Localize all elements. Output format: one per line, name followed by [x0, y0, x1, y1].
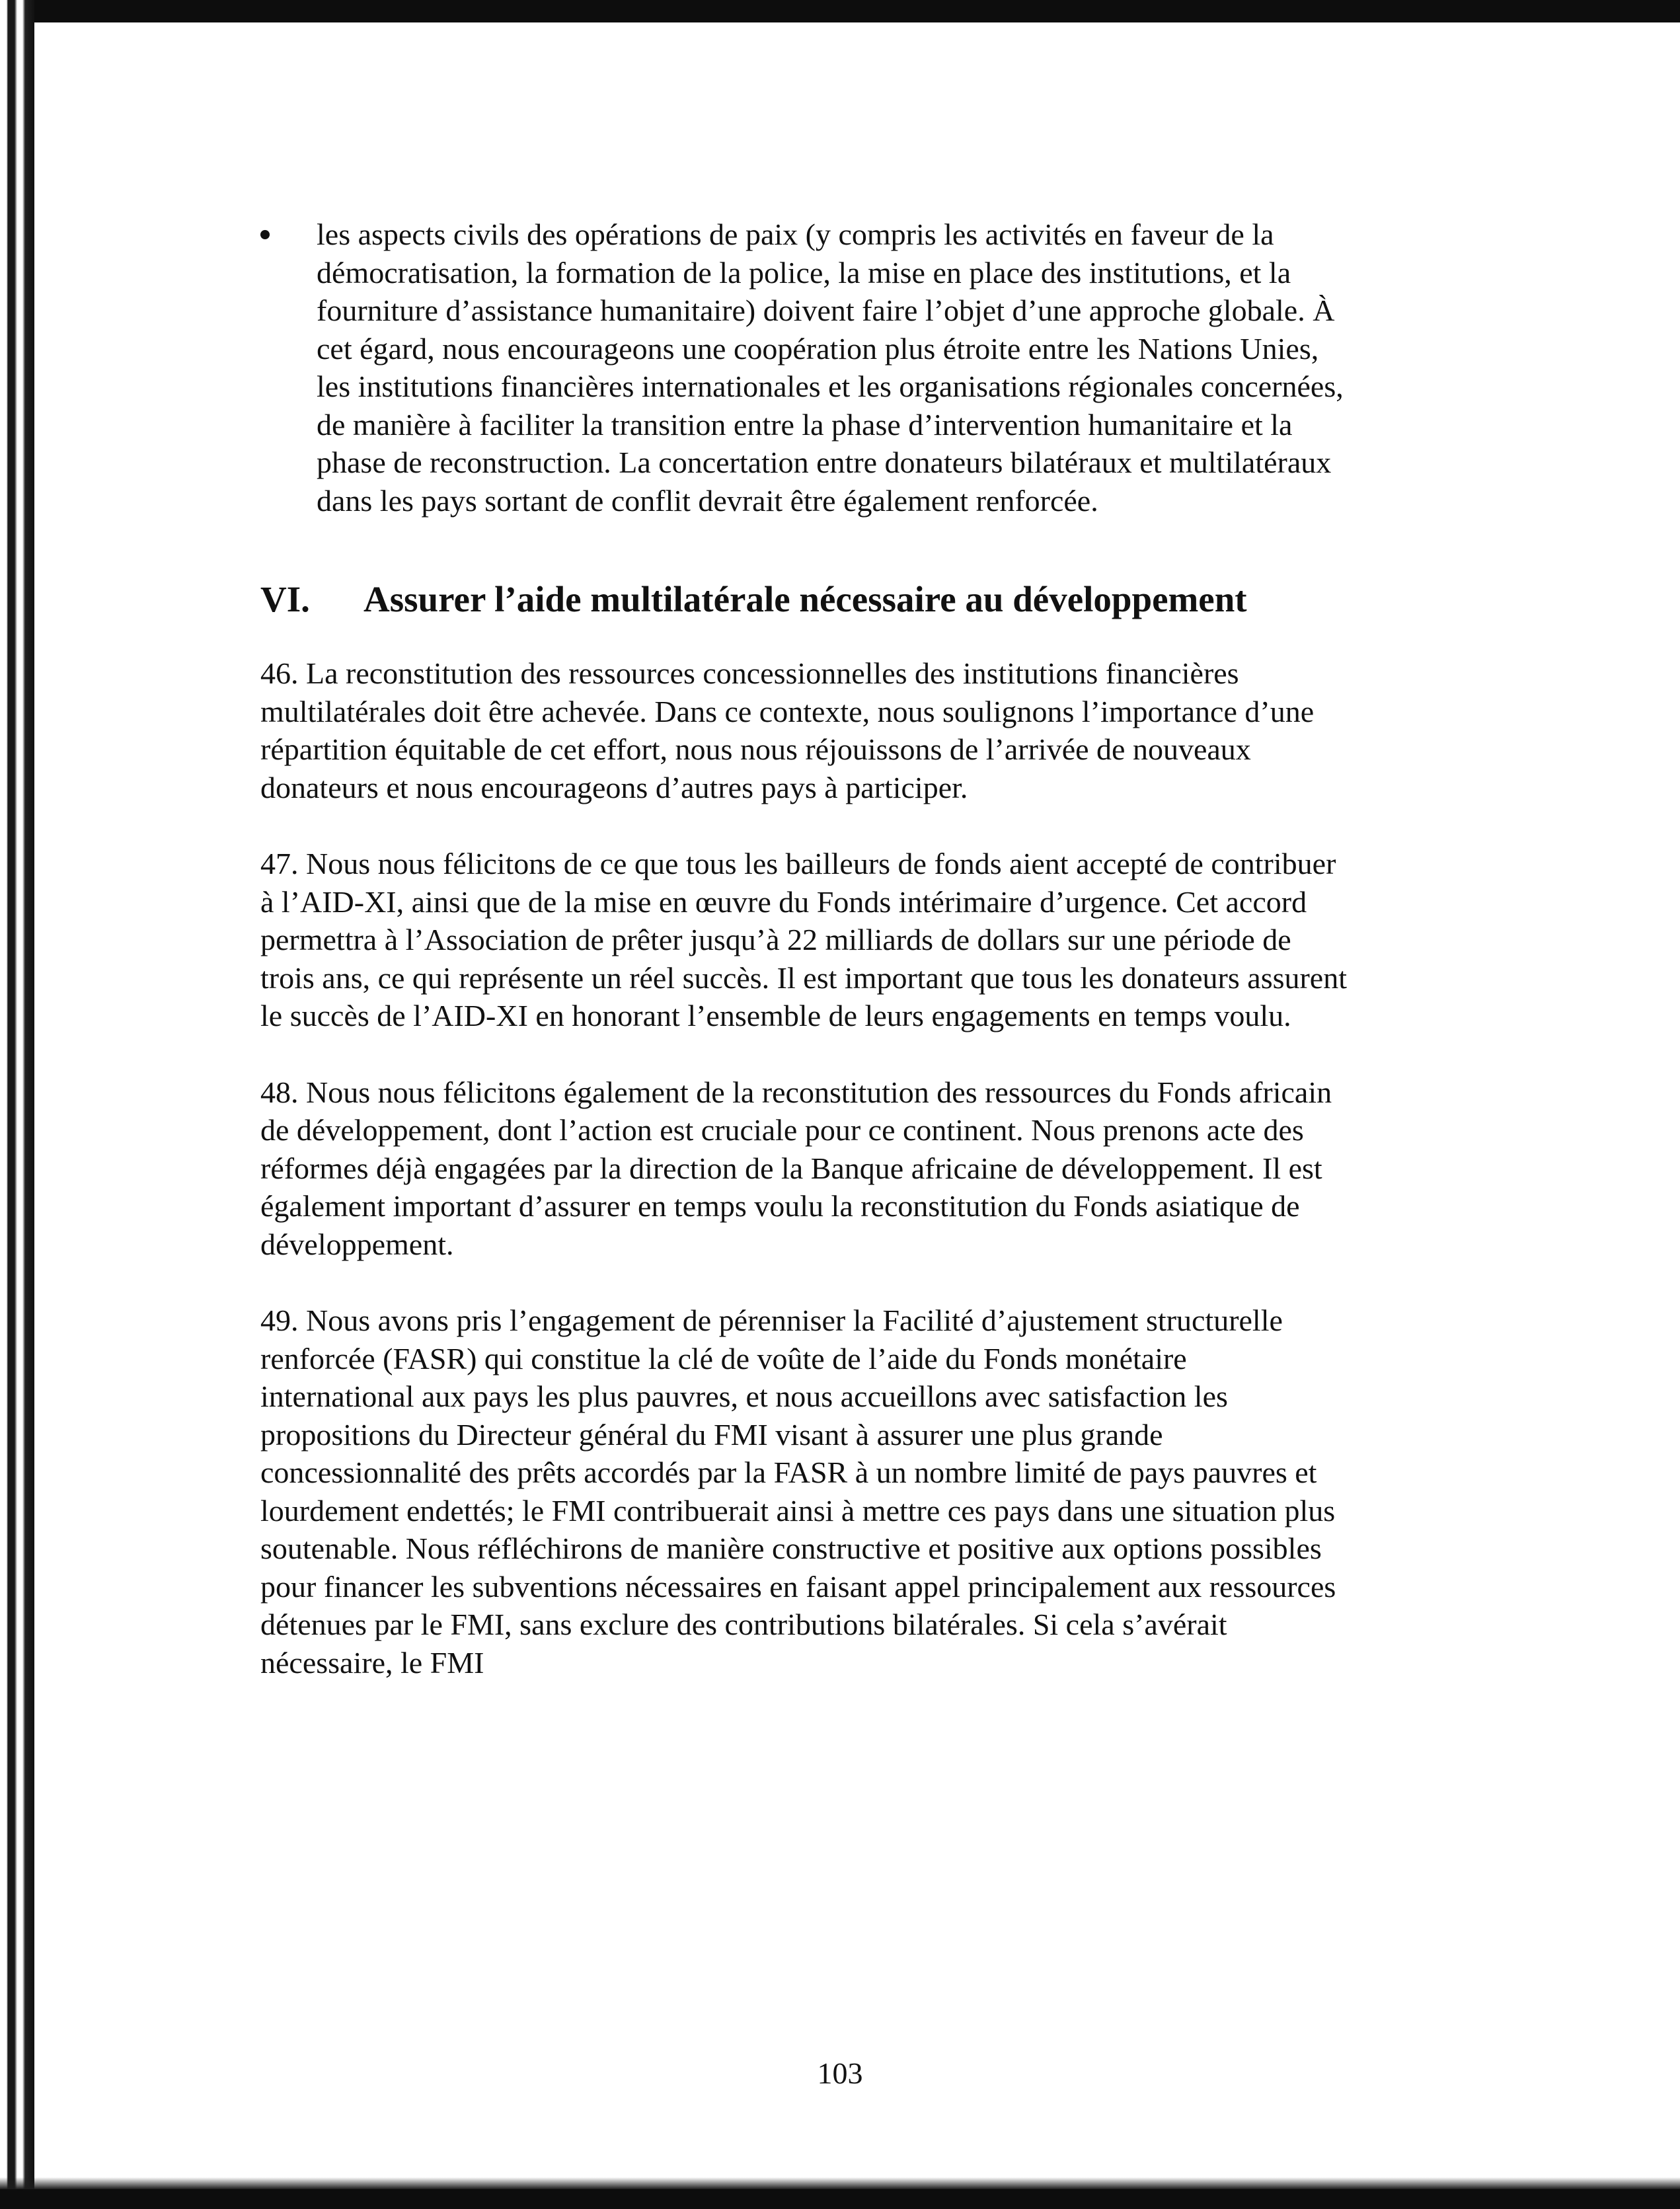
- page-body: [260, 215, 1348, 1682]
- scan-left-edge: [0, 0, 34, 2209]
- bullet-item-text: les aspects civils des opérations de paix (y compris les activités en faveur de la démocratisation, la formation de la police, la mise en place des institutions, et la fourniture d’assistance humanitaire) doivent faire l’objet d’une approche globale. À cet égard, nous encourageons une coopération plus étroite entre les Nations Unies, les institutions financières internationales et les organisations régionales concernées, de manière à faciliter la transition entre la phase d’intervention humanitaire et la phase de reconstruction. La concertation entre donateurs bilatéraux et multilatéraux dans les pays sortant de conflit devrait être également renforcée.: [317, 217, 1344, 518]
- paragraph-48: 48. Nous nous félicitons également de la reconstitution des ressources du Fonds africain de développement, dont l’action est cruciale pour ce continent. Nous prenons acte des réformes déjà engagées par la direction de la Banque africaine de développement. Il est également important d’assurer en temps voulu la reconstitution du Fonds asiatique de développement.: [260, 1075, 1332, 1261]
- scan-bottom-edge: [0, 2189, 1680, 2209]
- bullet-list-item: [260, 215, 1348, 520]
- paragraph-46: 46. La reconstitution des ressources concessionnelles des institutions financières multilatérales doit être achevée. Dans ce contexte, nous soulignons l’importance d’une répartition équitable de cet effort, nous nous réjouissons de l’arrivée de nouveaux donateurs et nous encourageons d’autres pays à participer.: [260, 656, 1315, 804]
- scan-bottom-shadow: [0, 2177, 1680, 2189]
- scan-top-edge: [0, 0, 1680, 22]
- section-title: Assurer l’aide multilatérale nécessaire au développement: [363, 579, 1247, 619]
- paragraph-49: 49. Nous avons pris l’engagement de pérenniser la Facilité d’ajustement structurelle renforcée (FASR) qui constitue la clé de voûte de l’aide du Fonds monétaire international aux pays les plus pauvres, et nous accueillons avec satisfaction les propositions du Directeur général du FMI visant à assurer une plus grande concessionnalité des prêts accordés par la FASR à un nombre limité de pays pauvres et lourdement endettés; le FMI contribuerait ainsi à mettre ces pays dans une situation plus soutenable. Nous réfléchirons de manière constructive et positive aux options possibles pour financer les subventions nécessaires en faisant appel principalement aux ressources détenues par le FMI, sans exclure des contributions bilatérales. Si cela s’avérait nécessaire, le FMI: [260, 1303, 1336, 1680]
- section-number: VI.: [260, 579, 310, 619]
- page-number: 103: [817, 2056, 863, 2090]
- paragraph-47: 47. Nous nous félicitons de ce que tous les bailleurs de fonds aient accepté de contribuer à l’AID-XI, ainsi que de la mise en œuvre du Fonds intérimaire d’urgence. Cet accord permettra à l’Association de prêter jusqu’à 22 milliards de dollars sur une période de trois ans, ce qui représente un réel succès. Il est important que tous les donateurs assurent le succès de l’AID-XI en honorant l’ensemble de leurs engagements en temps voulu.: [260, 847, 1348, 1032]
- section-heading: [260, 576, 1348, 623]
- bullet-icon: [260, 230, 270, 239]
